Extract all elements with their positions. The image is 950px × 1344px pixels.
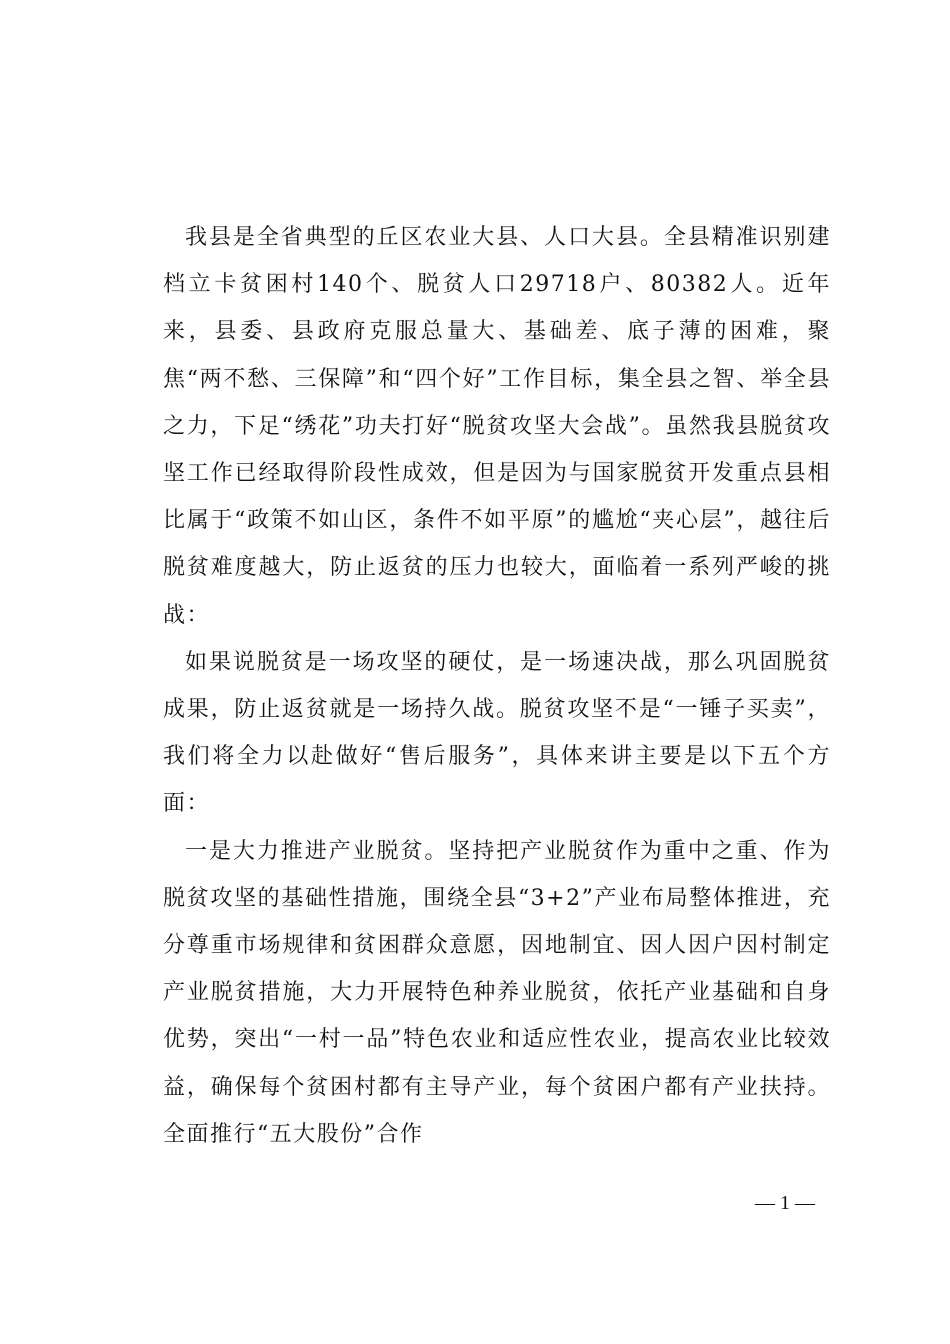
paragraph-overview: 如果说脱贫是一场攻坚的硬仗，是一场速决战，那么巩固脱贫成果，防止返贫就是一场持久战。脱贫攻坚不是“一锤子买卖”，我们将全力以赴做好“售后服务”，具体来讲主要是以下五个方面： bbox=[163, 649, 831, 817]
paragraph-industry: 一是大力推进产业脱贫。坚持把产业脱贫作为重中之重、作为脱贫攻坚的基础性措施，围绕全县“3+2”产业布局整体推进，充分尊重市场规律和贫困群众意愿，因地制宜、因人因户因村制定产业脱贫措施，大力开展特色种养业脱贫，依托产业基础和自身优势，突出“一村一品”特色农业和适应性农业，提高农业比较效益，确保每个贫困村都有主导产业，每个贫困户都有产业扶持。全面推行“五大股份”合作 bbox=[163, 838, 831, 1147]
page-number: — 1 — bbox=[755, 1192, 815, 1214]
document-body bbox=[163, 214, 831, 1158]
paragraph-intro: 我县是全省典型的丘区农业大县、人口大县。全县精准识别建档立卡贫困村140个、脱贫人口29718户、80382人。近年来，县委、县政府克服总量大、基础差、底子薄的困难，聚焦“两不愁、三保障”和“四个好”工作目标，集全县之智、举全县之力，下足“绣花”功夫打好“脱贫攻坚大会战”。虽然我县脱贫攻坚工作已经取得阶段性成效，但是因为与国家脱贫开发重点县相比属于“政策不如山区，条件不如平原”的尴尬“夹心层”，越往后脱贫难度越大，防止返贫的压力也较大，面临着一系列严峻的挑战： bbox=[163, 225, 831, 628]
